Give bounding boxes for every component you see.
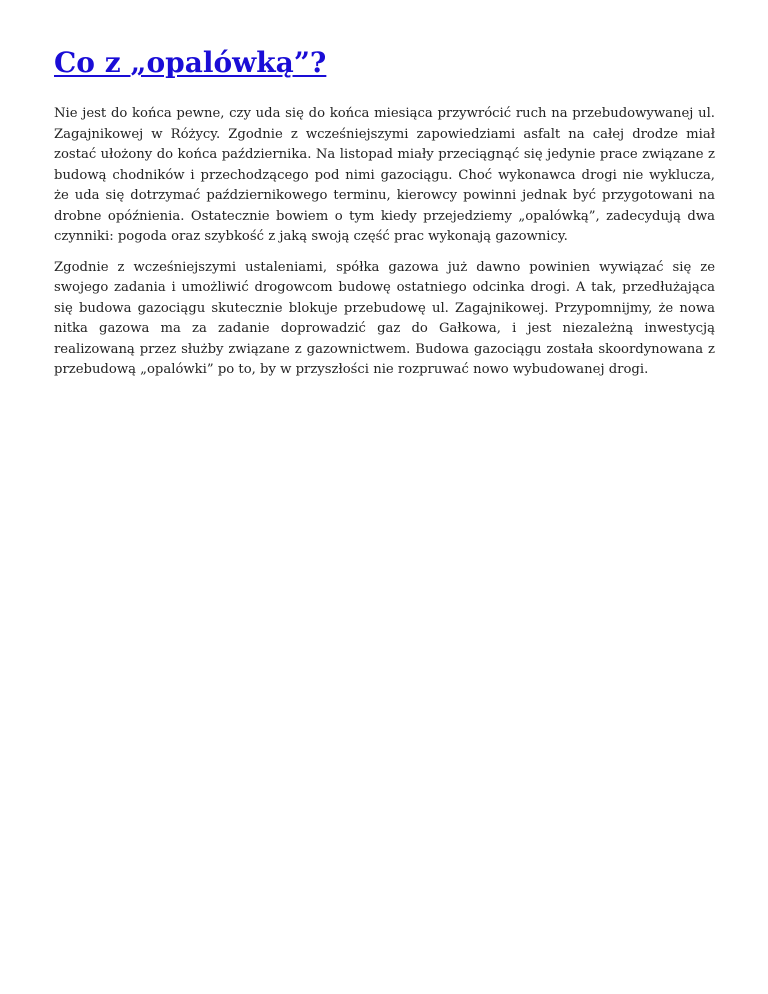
- article-paragraph-2: Zgodnie z wcześniejszymi ustaleniami, spółka gazowa już dawno powinien wywiązać się ze swojego zadania i umożliwić drogowcom budowę ostatniego odcinka drogi. A tak, przedłużająca się budowa gazociągu skutecznie blokuje przebudowę ul. Zagajnikowej. Przypomnijmy, że nowa nitka gazowa ma za zadanie doprowadzić gaz do Gałkowa, i jest niezależną inwestycją realizowaną przez służby związane z gazownictwem. Budowa gazociągu została skoordynowana z przebudową „opalówki” po to, by w przyszłości nie rozpruwać nowo wybudowanej drogi.: [54, 259, 715, 377]
- article-paragraph-1: Nie jest do końca pewne, czy uda się do końca miesiąca przywrócić ruch na przebudowywanej ul. Zagajnikowej w Różycy. Zgodnie z wcześniejszymi zapowiedziami asfalt na całej drodze miał zostać ułożony do końca października. Na listopad miały przeciągnąć się jedynie prace związane z budową chodników i przechodzącego pod nimi gazociągu. Choć wykonawca drogi nie wyklucza, że uda się dotrzymać październikowego terminu, kierowcy powinni jednak być przygotowani na drobne opóźnienia. Ostatecznie bowiem o tym kiedy przejedziemy „opalówką”, zadecydują dwa czynniki: pogoda oraz szybkość z jaką swoją część prac wykonają gazownicy.: [54, 106, 715, 244]
- article-title-link[interactable]: Co z „opalówką”?: [54, 46, 327, 79]
- article: [54, 44, 715, 391]
- article-title: [54, 44, 715, 82]
